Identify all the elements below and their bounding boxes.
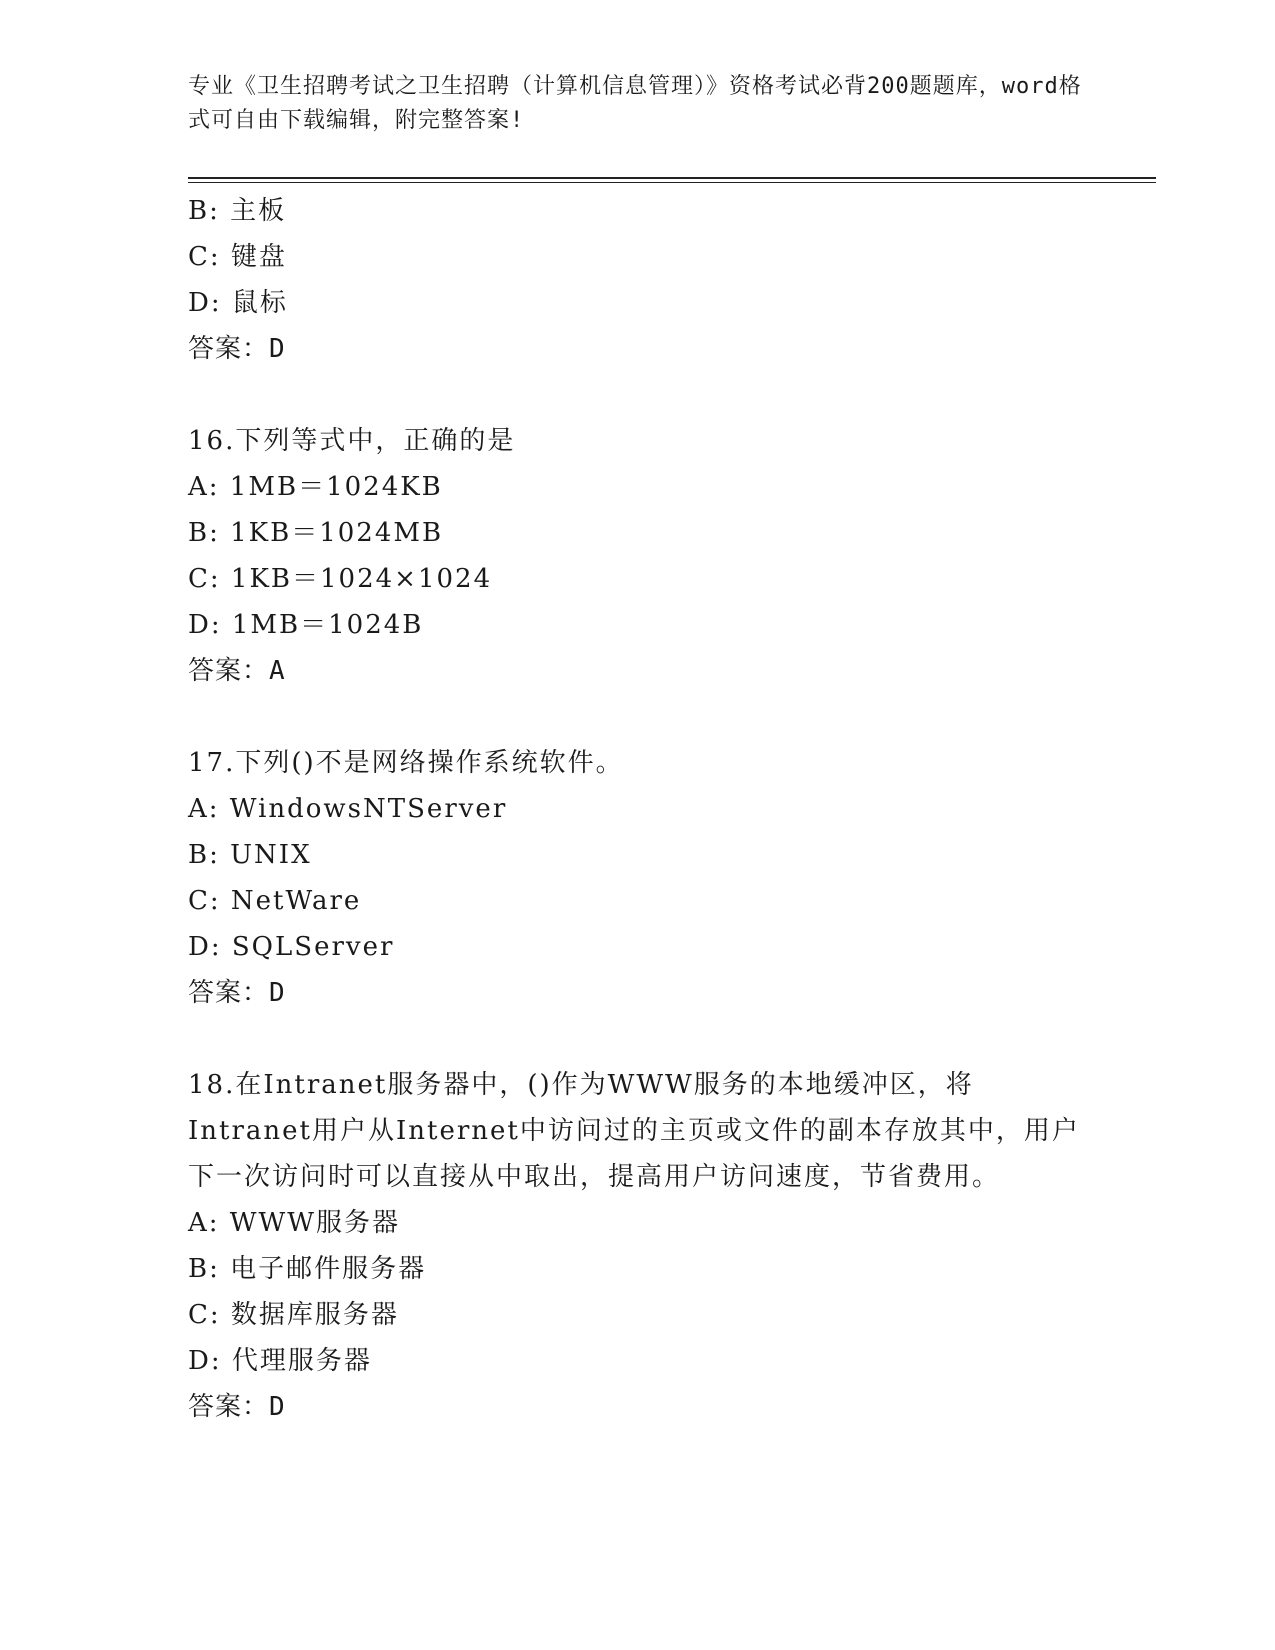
answer: 答案：D — [188, 1392, 286, 1422]
option-c: C: 1KB＝1024×1024 — [188, 564, 493, 594]
option-a: A: 1MB＝1024KB — [188, 472, 443, 502]
option-d: D: 1MB＝1024B — [188, 610, 424, 640]
option-d: D: 代理服务器 — [188, 1346, 372, 1376]
document-header: 专业《卫生招聘考试之卫生招聘（计算机信息管理）》资格考试必背200题题库，word格式可自由下载编辑，附完整答案! — [188, 74, 1082, 133]
header-divider-thick — [188, 177, 1156, 179]
option-a: A: WindowsNTServer — [188, 794, 508, 824]
option-c: C: 键盘 — [188, 242, 287, 272]
question-17 — [188, 740, 1088, 1016]
option-d: D: 鼠标 — [188, 288, 288, 318]
option-b: B: 主板 — [188, 196, 287, 226]
question-stem: 18.在Intranet服务器中，()作为WWW服务的本地缓冲区，将Intranet用户从Internet中访问过的主页或文件的副本存放其中，用户下一次访问时可以直接从中取出，提高用户访问速度，节省费用。 — [188, 1070, 1080, 1192]
answer: 答案：A — [188, 656, 286, 686]
question-15-continuation — [188, 188, 1088, 372]
answer: 答案：D — [188, 978, 286, 1008]
question-list — [188, 188, 1088, 1430]
question-stem: 17.下列()不是网络操作系统软件。 — [188, 748, 624, 778]
option-b: B: 1KB＝1024MB — [188, 518, 444, 548]
question-18 — [188, 1062, 1088, 1430]
option-b: B: UNIX — [188, 840, 312, 870]
question-stem: 16.下列等式中，正确的是 — [188, 426, 516, 456]
option-a: A: WWW服务器 — [188, 1208, 400, 1238]
option-d: D: SQLServer — [188, 932, 395, 962]
question-16 — [188, 418, 1088, 694]
header-divider-thin — [188, 182, 1156, 183]
option-c: C: 数据库服务器 — [188, 1300, 399, 1330]
option-c: C: NetWare — [188, 886, 362, 916]
answer: 答案：D — [188, 334, 286, 364]
option-b: B: 电子邮件服务器 — [188, 1254, 427, 1284]
